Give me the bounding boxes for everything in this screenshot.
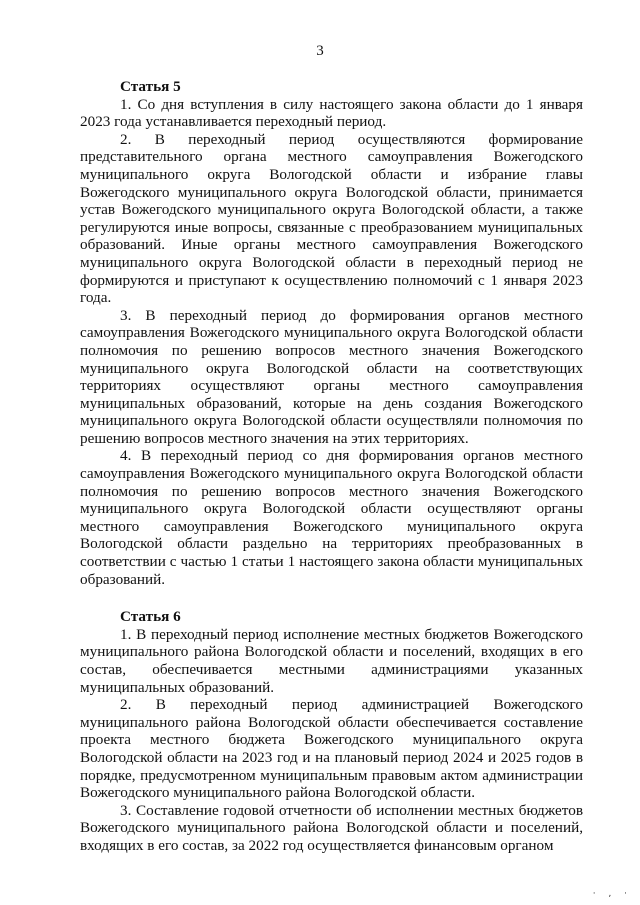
- article-6: [80, 608, 583, 854]
- paragraph: 1. Со дня вступления в силу настоящего закона области до 1 января 2023 года устанавливается переходный период.: [80, 95, 583, 131]
- article-5: [80, 78, 583, 588]
- corner-marks: · ‚ ·: [592, 889, 632, 899]
- paragraph: 4. В переходный период со дня формирования органов местного самоуправления Вожегодского муниципального округа Вологодской области полномочия по решению вопросов местного значения Вожегодского муниципального округа Вологодской области осуществляют органы местного самоуправления Вожегодского муниципального округа Вологодской области раздельно на территориях преобразованных в соответствии с частью 1 статьи 1 настоящего закона области муниципальных образований.: [80, 447, 583, 588]
- paragraph: 2. В переходный период администрацией Вожегодского муниципального района Вологодской области обеспечивается составление проекта местного бюджета Вожегодского муниципального округа Вологодской области на 2023 год и на плановый период 2024 и 2025 годов в порядке, предусмотренном муниципальным правовым актом администрации Вожегодского муниципального района Вологодской области.: [80, 696, 583, 802]
- document-body: [80, 78, 583, 855]
- page-number: 3: [316, 43, 324, 59]
- paragraph: 3. В переходный период до формирования органов местного самоуправления Вожегодского муниципального округа Вологодской области полномочия по решению вопросов местного значения Вожегодского муниципального округа Вологодской области на соответствующих территориях осуществляют органы местного самоуправления муниципальных образований, которые на день создания Вожегодского муниципального округа Вологодской области осуществляли полномочия по решению вопросов местного значения на этих территориях.: [80, 306, 583, 447]
- article-heading: Статья 6: [120, 608, 181, 626]
- paragraph: 2. В переходный период осуществляются формирование представительного органа местного самоуправления Вожегодского муниципального округа Вологодской области и избрание главы Вожегодского муниципального округа Вологодской области, принимается устав Вожегодского муниципального округа Вологодской области, а также регулируются иные вопросы, связанные с преобразованием муниципальных образований. Иные органы местного самоуправления Вожегодского муниципального округа Вологодской области в переходный период не формируются и приступают к осуществлению полномочий с 1 января 2023 года.: [80, 130, 583, 307]
- paragraph: 3. Составление годовой отчетности об исполнении местных бюджетов Вожегодского муниципального района Вологодской области и поселений, входящих в его состав, за 2022 год осуществляется финансовым органом: [80, 801, 583, 854]
- article-heading: Статья 5: [120, 78, 181, 95]
- paragraph: 1. В переходный период исполнение местных бюджетов Вожегодского муниципального района Вологодской области и поселений, входящих в его состав, обеспечивается местными администрациями указанных муниципальных образований.: [80, 625, 583, 696]
